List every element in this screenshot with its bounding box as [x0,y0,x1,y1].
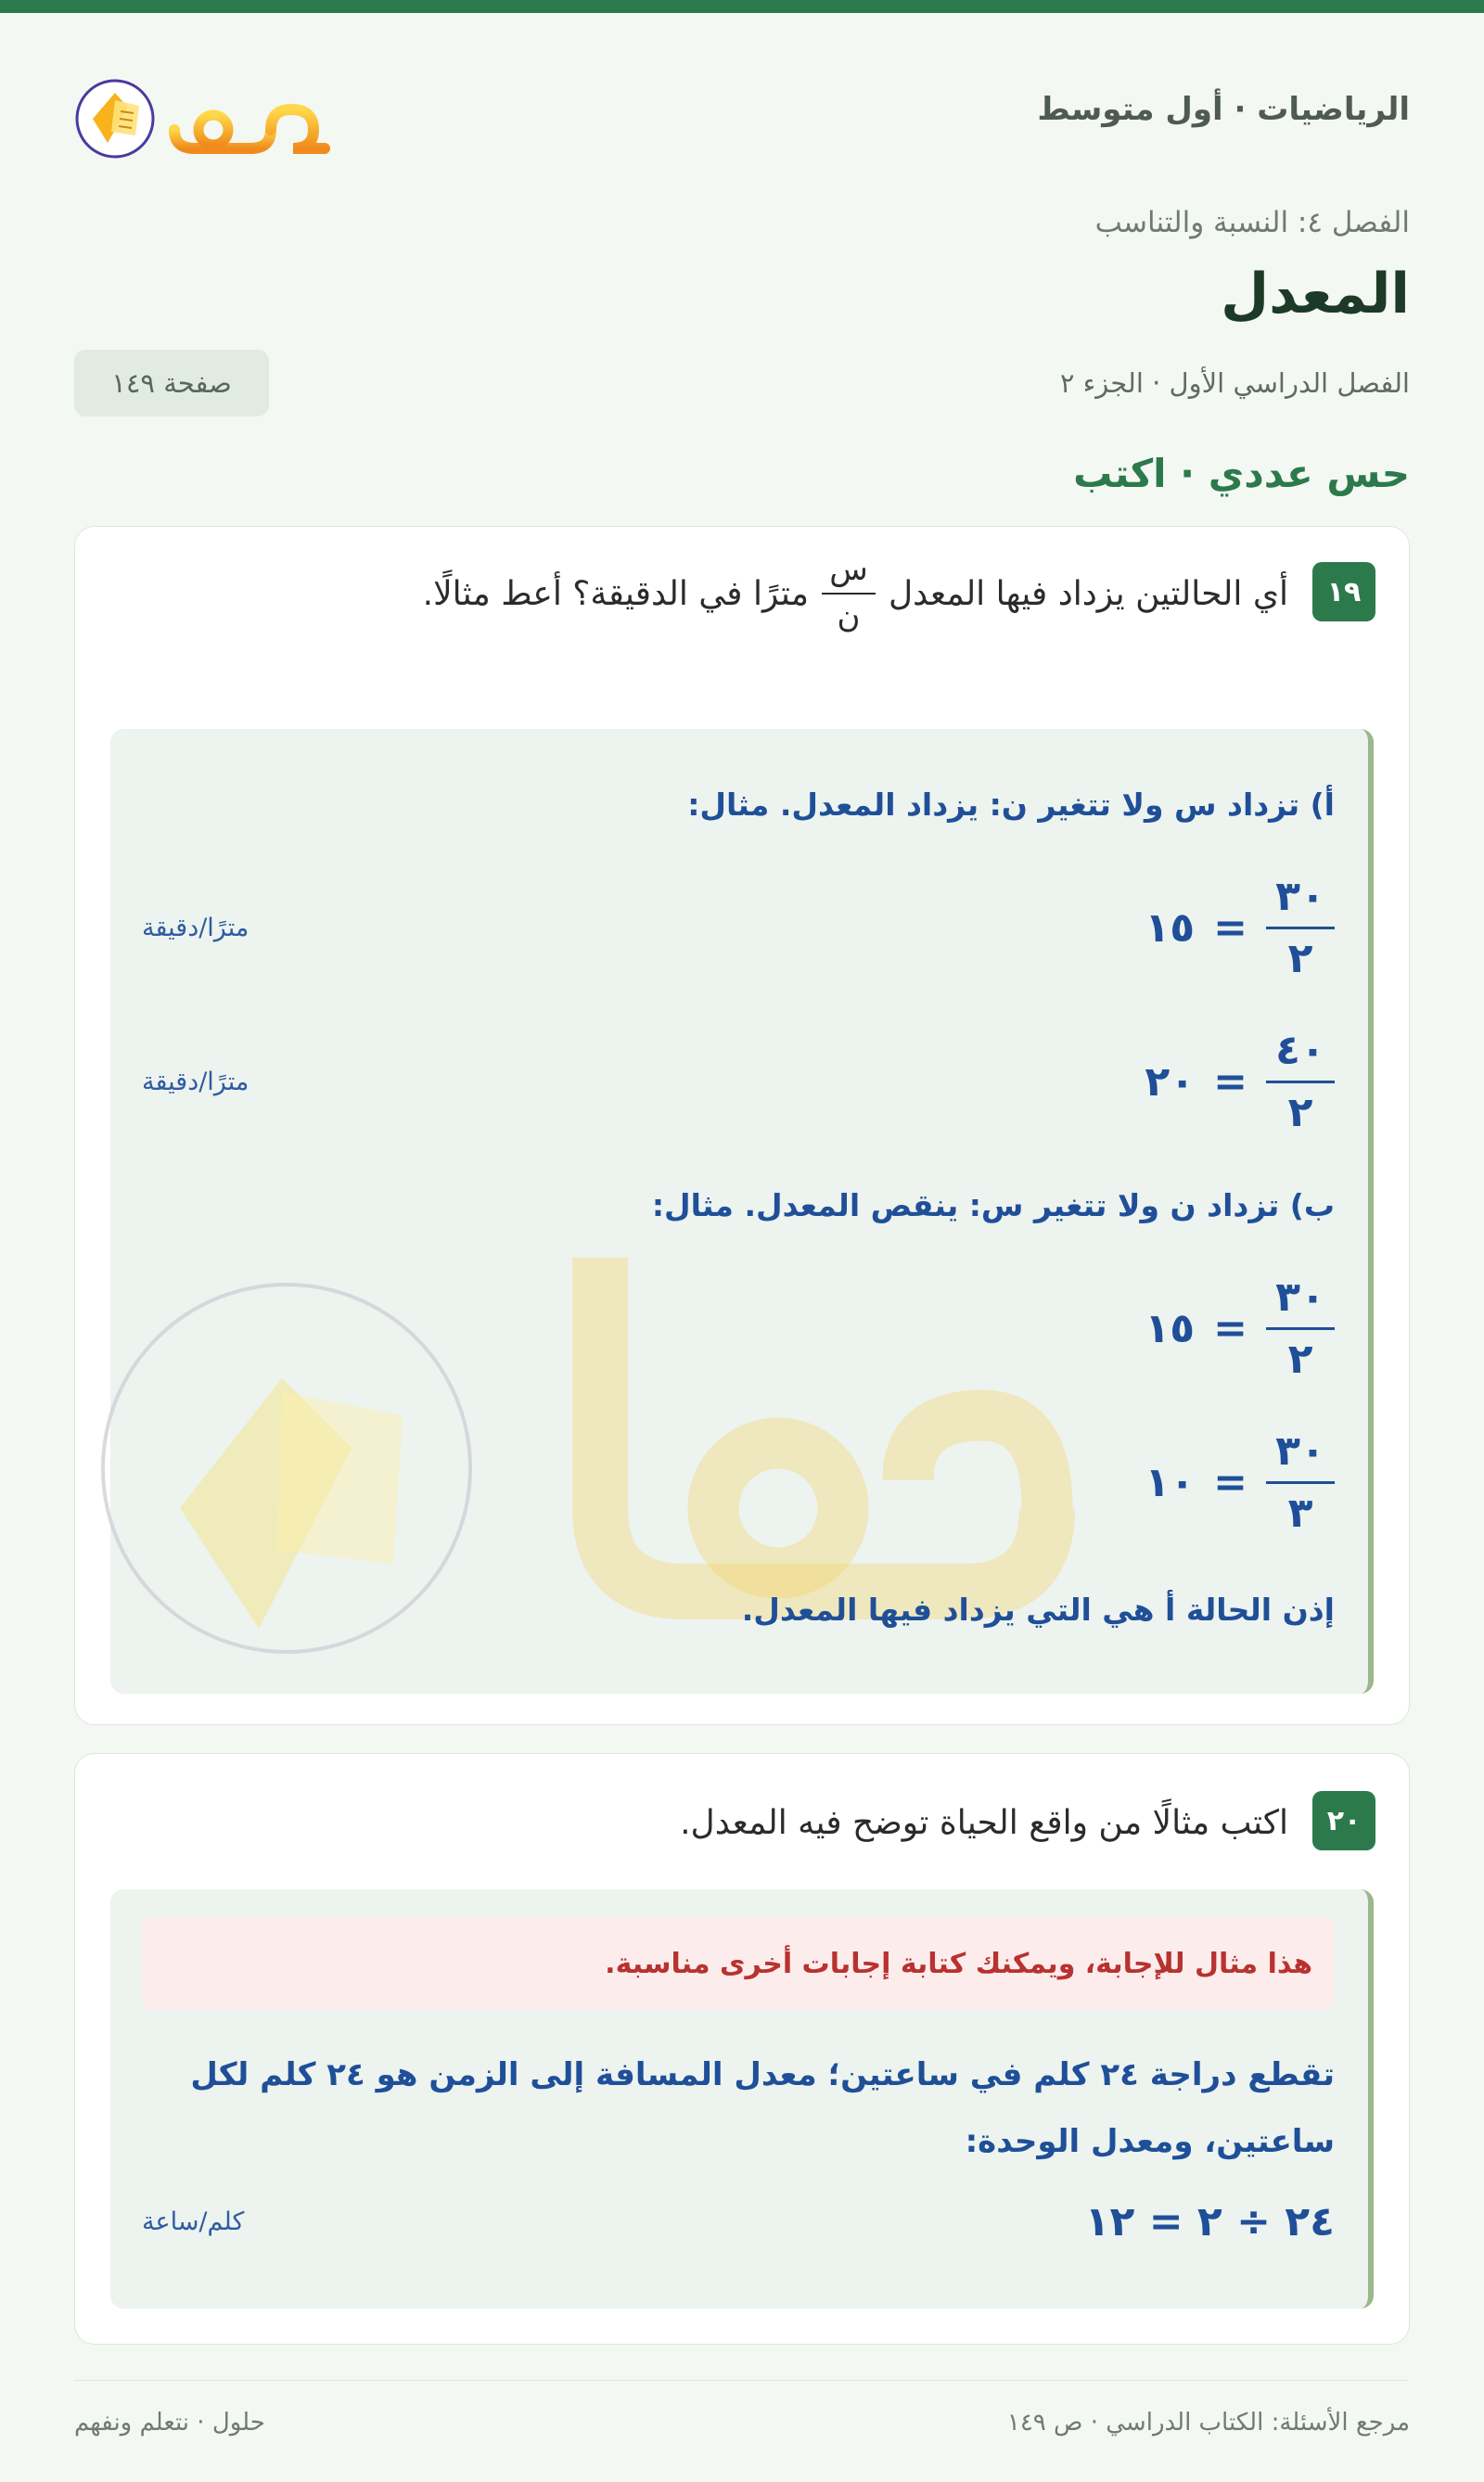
equation-row [110,1273,1335,1384]
equals-sign: = [1213,1057,1247,1106]
answer-part-a: أ) تزداد س ولا تتغير ن: يزداد المعدل. مثال: [687,787,1335,823]
fraction-denominator: ٢ [1287,1088,1313,1136]
equals-sign: = [1213,1304,1247,1352]
question-text: اكتب مثالًا من واقع الحياة توضح فيه المعدل. [680,1803,1288,1842]
equation-result: ١٥ [1145,1304,1196,1352]
fraction-denominator: ٣ [1287,1489,1313,1537]
footer-divider [74,2380,1408,2381]
equation [1145,872,1335,983]
fraction-numerator: ٤٠ [1275,1026,1325,1074]
equation-row [110,872,1335,983]
page-header [71,58,1410,178]
fraction-denominator: ن [837,598,861,635]
chapter-label: الفصل ٤: النسبة والتناسب [1094,206,1410,239]
question-text-before: أي الحالتين يزداد فيها المعدل [888,574,1288,613]
unit-label: مترًا/دقيقة [142,1067,249,1096]
fraction-numerator: ٣٠ [1275,1273,1325,1321]
fraction-denominator: ٢ [1287,934,1313,982]
equation-fraction [1266,872,1335,982]
equation [1145,1273,1335,1384]
rate-fraction [822,550,876,635]
question-card-20 [74,1753,1410,2345]
fraction-bar [1266,1327,1335,1330]
page-badge: صفحة ١٤٩ [74,350,269,416]
fraction-numerator: ٣٠ [1275,1427,1325,1475]
equation-result: ١٥ [1145,903,1196,952]
footer-reference: مرجع الأسئلة: الكتاب الدراسي · ص ١٤٩ [1006,2409,1410,2437]
question-number: ٢٠ [1312,1791,1375,1850]
answer-paragraph: تقطع دراجة ٢٤ كلم في ساعتين؛ معدل المسافة إلى الزمن هو ٢٤ كلم لكل ساعتين، ومعدل الوحدة: [190,2056,1335,2160]
top-accent-bar [0,0,1484,13]
fraction-denominator: ٢ [1287,1335,1313,1383]
fraction-bar [1266,927,1335,929]
equals-sign: = [1213,903,1247,952]
equation-fraction [1266,1026,1335,1136]
equation: ٢٤ ÷ ٢ = ١٢ [1084,2197,1335,2245]
question-card-19 [74,526,1410,1725]
equation-result: ٢٠ [1145,1057,1196,1106]
fraction-bar [822,593,876,595]
equation-result: ١٠ [1145,1458,1196,1506]
unit-label: مترًا/دقيقة [142,913,249,942]
equation-fraction [1266,1427,1335,1537]
equation [1145,1427,1335,1538]
fraction-numerator: س [829,550,868,588]
footer-brand: حلول · نتعلم ونفهم [74,2409,265,2437]
equation [1145,1026,1335,1137]
answer-part-b: ب) تزداد ن ولا تتغير س: ينقص المعدل. مثال: [651,1187,1335,1223]
section-title: حس عددي · اكتب [1073,451,1410,496]
answer-box [110,729,1374,1694]
answer-conclusion: إذن الحالة أ هي التي يزداد فيها المعدل. [741,1592,1335,1628]
page-title: المعدل [1221,262,1410,326]
example-note: هذا مثال للإجابة، ويمكنك كتابة إجابات أخرى مناسبة. [142,1917,1335,2010]
hulul-logo [74,58,352,178]
question-number: ١٩ [1312,562,1375,621]
unit-label: كلم/ساعة [142,2207,245,2236]
fraction-numerator: ٣٠ [1275,872,1325,920]
equation-row [110,2175,1335,2268]
answer-box [110,1889,1374,2309]
equals-sign: = [1213,1458,1247,1506]
equation-fraction [1266,1273,1335,1383]
subject-label: الرياضيات · أول متوسط [1037,91,1410,128]
equation-row [110,1026,1335,1137]
term-label: الفصل الدراسي الأول · الجزء ٢ [1059,367,1410,399]
question-text-after: مترًا في الدقيقة؟ أعط مثالًا. [422,574,809,613]
question-text [423,547,1288,640]
equation-row [110,1427,1335,1538]
fraction-bar [1266,1481,1335,1484]
fraction-bar [1266,1081,1335,1083]
